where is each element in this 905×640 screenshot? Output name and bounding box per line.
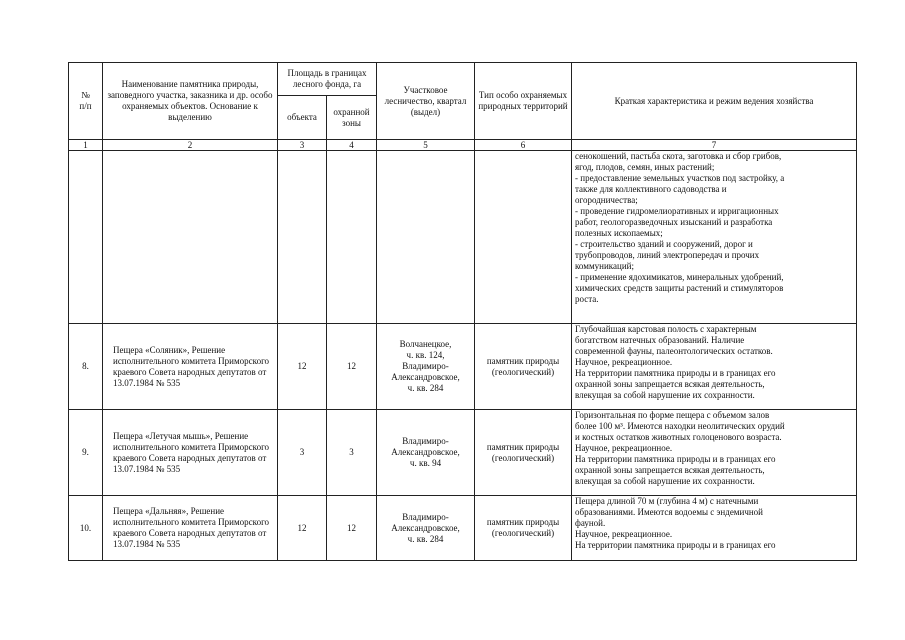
column-number: 3	[278, 140, 327, 151]
forestry-quarter: Волчанецкое, ч. кв. 124, Владимиро- Александровское, ч. кв. 284	[377, 324, 475, 410]
object-name: Пещера «Соляник», Решение исполнительного комитета Приморского краевого Совета народных депутатов от 13.07.1984 № 535	[103, 324, 278, 410]
column-number: 5	[377, 140, 475, 151]
continuation-row	[69, 151, 857, 324]
header-type: Тип особо охраняемых природных территорий	[475, 63, 572, 140]
table-row	[69, 410, 857, 496]
row-number: 9.	[69, 410, 103, 496]
row-number: 10.	[69, 496, 103, 561]
header-row	[69, 63, 857, 96]
header-description: Краткая характеристика и режим ведения хозяйства	[572, 63, 857, 140]
description: Горизонтальная по форме пещера с объемом залов более 100 м³. Имеются находки неолитических орудий и костных остатков животных голоценового возраста. Научное, рекреационное. На территории памятника природы и в границах его охранной зоны запрещается всякая деятельность, влекущая за собой нарушение их сохранности.	[572, 410, 857, 496]
area-object: 3	[278, 410, 327, 496]
column-number-row	[69, 140, 857, 151]
forestry-quarter: Владимиро- Александровское, ч. кв. 284	[377, 496, 475, 561]
column-number: 1	[69, 140, 103, 151]
object-name: Пещера «Летучая мышь», Решение исполнительного комитета Приморского краевого Совета народных депутатов от 13.07.1984 № 535	[103, 410, 278, 496]
territory-type: памятник природы (геологический)	[475, 496, 572, 561]
column-number: 6	[475, 140, 572, 151]
header-area-zone: охранной зоны	[327, 96, 377, 140]
protected-areas-table	[68, 62, 857, 561]
row-number: 8.	[69, 324, 103, 410]
forestry-quarter: Владимиро- Александровское, ч. кв. 94	[377, 410, 475, 496]
area-object: 12	[278, 324, 327, 410]
header-name: Наименование памятника природы, заповедного участка, заказника и др. особо охраняемых объектов. Основание к выделению	[103, 63, 278, 140]
territory-type: памятник природы (геологический)	[475, 324, 572, 410]
header-area-object: объекта	[278, 96, 327, 140]
area-zone: 12	[327, 496, 377, 561]
table-row	[69, 324, 857, 410]
table-row	[69, 496, 857, 561]
area-object: 12	[278, 496, 327, 561]
header-area: Площадь в границах лесного фонда, га	[278, 63, 377, 96]
column-number: 4	[327, 140, 377, 151]
continuation-description: сенокошений, пастьба скота, заготовка и сбор грибов, ягод, плодов, семян, иных растений; - предоставление земельных участков под застройку, а также для коллективного садоводства и огородничества; - проведение гидромелиоративных и ирригационных работ, геологоразведочных изысканий и разработка полезных ископаемых; - строительство зданий и сооружений, дорог и трубопроводов, линий электропередач и прочих коммуникаций; - применение ядохимикатов, минеральных удобрений, химических средств защиты растений и стимуляторов роста.	[572, 151, 857, 324]
column-number: 7	[572, 140, 857, 151]
column-number: 2	[103, 140, 278, 151]
territory-type: памятник природы (геологический)	[475, 410, 572, 496]
header-num: № п/п	[69, 63, 103, 140]
object-name: Пещера «Дальняя», Решение исполнительного комитета Приморского краевого Совета народных депутатов от 13.07.1984 № 535	[103, 496, 278, 561]
area-zone: 3	[327, 410, 377, 496]
header-forestry: Участковое лесничество, квартал (выдел)	[377, 63, 475, 140]
description: Глубочайшая карстовая полость с характерным богатством натечных образований. Наличие современной фауны, палеонтологических остатков. Научное, рекреационное. На территории памятника природы и в границах его охранной зоны запрещается всякая деятельность, влекущая за собой нарушение их сохранности.	[572, 324, 857, 410]
description: Пещера длиной 70 м (глубина 4 м) с натечными образованиями. Имеются водоемы с эндемичной фауной. Научное, рекреационное. На территории памятника природы и в границах его	[572, 496, 857, 561]
area-zone: 12	[327, 324, 377, 410]
